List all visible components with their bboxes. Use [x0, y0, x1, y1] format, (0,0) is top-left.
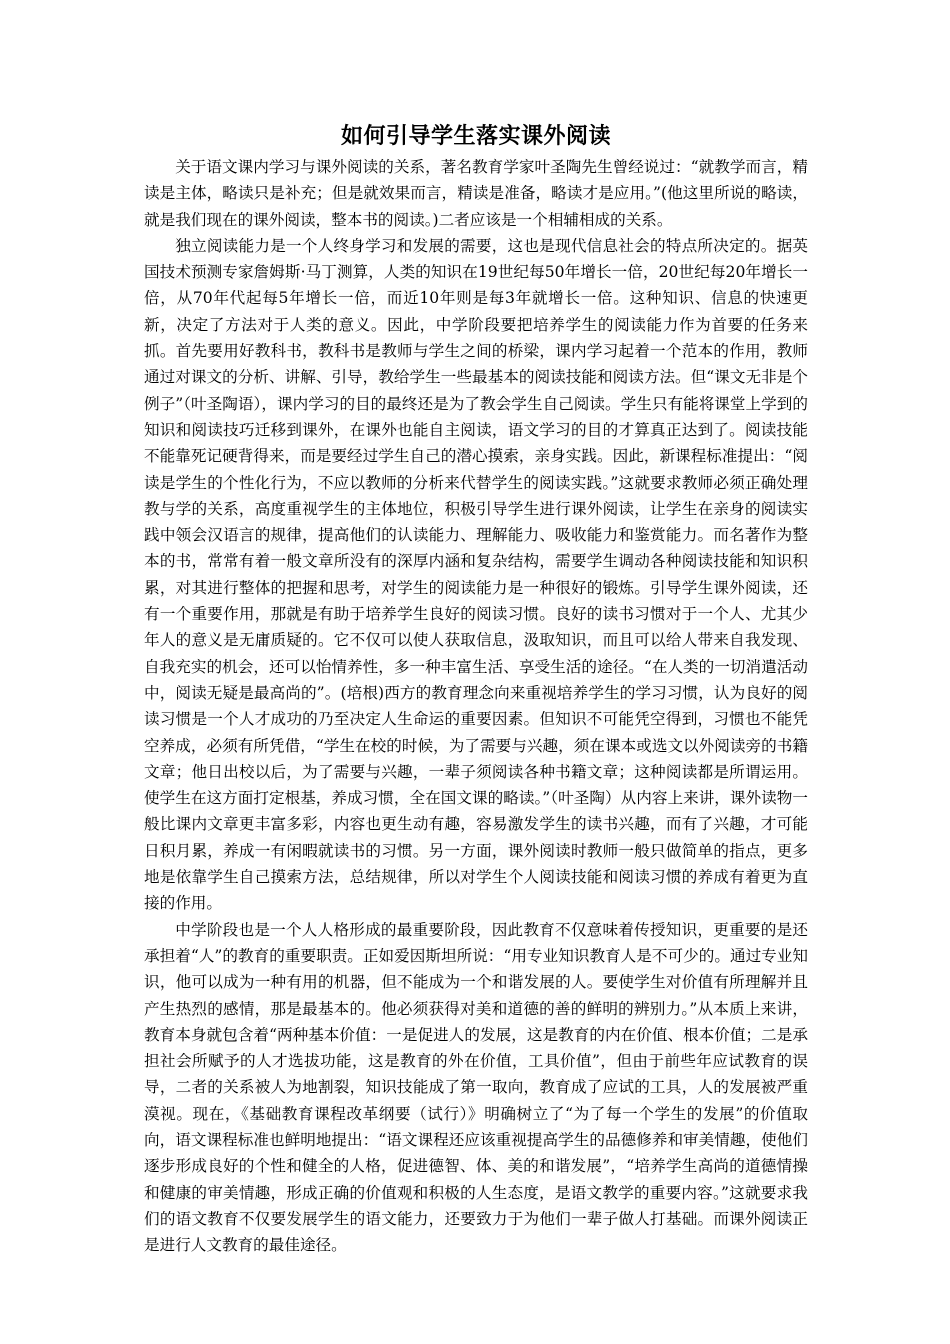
document-body	[144, 120, 808, 1258]
paragraph-reading-ability: 独立阅读能力是一个人终身学习和发展的需要，这也是现代信息社会的特点所决定的。据英国技术预测专家詹姆斯·马丁测算，人类的知识在19世纪每50年增长一倍，20世纪每20年增长一倍，从70年代起每5年增长一倍，而近10年则是每3年就增长一倍。这种知识、信息的快速更新，决定了方法对于人类的意义。因此，中学阶段要把培养学生的阅读能力作为首要的任务来抓。首先要用好教科书，教科书是教师与学生之间的桥梁，课内学习起着一个范本的作用，教师通过对课文的分析、讲解、引导，教给学生一些最基本的阅读技能和阅读方法。但“课文无非是个例子”（叶圣陶语），课内学习的目的最终还是为了教会学生自己阅读。学生只有能将课堂上学到的知识和阅读技巧迁移到课外，在课外也能自主阅读，语文学习的目的才算真正达到了。阅读技能不能靠死记硬背得来，而是要经过学生自己的潜心摸索，亲身实践。因此，新课程标准提出：“阅读是学生的个性化行为，不应以教师的分析来代替学生的阅读实践。”这就要求教师必须正确处理教与学的关系，高度重视学生的主体地位，积极引导学生进行课外阅读，让学生在亲身的阅读实践中领会汉语言的规律，提高他们的认读能力、理解能力、吸收能力和鉴赏能力。而名著作为整本的书，常常有着一般文章所没有的深厚内涵和复杂结构，需要学生调动各种阅读技能和知识积累，对其进行整体的把握和思考，对学生的阅读能力是一种很好的锻炼。引导学生课外阅读，还有一个重要作用，那就是有助于培养学生良好的阅读习惯。良好的读书习惯对于一个人、尤其少年人的意义是无庸质疑的。它不仅可以使人获取信息，汲取知识，而且可以给人带来自我发现、自我充实的机会，还可以怡情养性，多一种丰富生活、享受生活的途径。“在人类的一切消遣活动中，阅读无疑是最高尚的”。(培根)西方的教育理念向来重视培养学生的学习习惯，认为良好的阅读习惯是一个人才成功的乃至决定人生命运的重要因素。但知识不可能凭空得到，习惯也不能凭空养成，必须有所凭借，“学生在校的时候，为了需要与兴趣，须在课本或选文以外阅读旁的书籍文章；他日出校以后，为了需要与兴趣，一辈子须阅读各种书籍文章；这种阅读都是所谓运用。使学生在这方面打定根基，养成习惯，全在国文课的略读。”（叶圣陶）从内容上来讲，课外读物一般比课内文章更丰富多彩，内容也更生动有趣，容易激发学生的读书兴趣，而有了兴趣，才可能日积月累，养成一有闲暇就读书的习惯。另一方面，课外阅读时教师一般只做简单的指点，更多地是依靠学生自己摸索方法，总结规律，所以对学生个人阅读技能和阅读习惯的养成有着更为直接的作用。	[144, 236, 808, 913]
paragraph-character-education: 中学阶段也是一个人人格形成的最重要阶段，因此教育不仅意味着传授知识，更重要的是还承担着“人”的教育的重要职责。正如爱因斯坦所说：“用专业知识教育人是不可少的。通过专业知识，他可以成为一种有用的机器，但不能成为一个和谐发展的人。要使学生对价值有所理解并且产生热烈的感情，那是最基本的。他必须获得对美和道德的善的鲜明的辨别力。”从本质上来讲，教育本身就包含着“两种基本价值：一是促进人的发展，这是教育的内在价值、根本价值；二是承担社会所赋予的人才选拔功能，这是教育的外在价值，工具价值”，但由于前些年应试教育的误导，二者的关系被人为地割裂，知识技能成了第一取向，教育成了应试的工具，人的发展被严重漠视。现在，《基础教育课程改革纲要（试行）》明确树立了“为了每一个学生的发展”的价值取向，语文课程标准也鲜明地提出：“语文课程还应该重视提高学生的品德修养和审美情趣，使他们逐步形成良好的个性和健全的人格，促进德智、体、美的和谐发展”，“培养学生高尚的道德情操和健康的审美情趣，形成正确的价值观和积极的人生态度，是语文教学的重要内容。”这就要求我们的语文教育不仅要发展学生的语文能力，还要致力于为他们一辈子做人打基础。而课外阅读正是进行人文教育的最佳途径。	[144, 920, 808, 1255]
paragraph-intro: 关于语文课内学习与课外阅读的关系，著名教育学家叶圣陶先生曾经说过：“就教学而言，精读是主体，略读只是补充；但是就效果而言，精读是准备，略读才是应用。”(他这里所说的略读，就是我们现在的课外阅读，整本书的阅读。)二者应该是一个相辅相成的关系。	[144, 158, 808, 229]
page-title: 如何引导学生落实课外阅读	[340, 124, 611, 149]
